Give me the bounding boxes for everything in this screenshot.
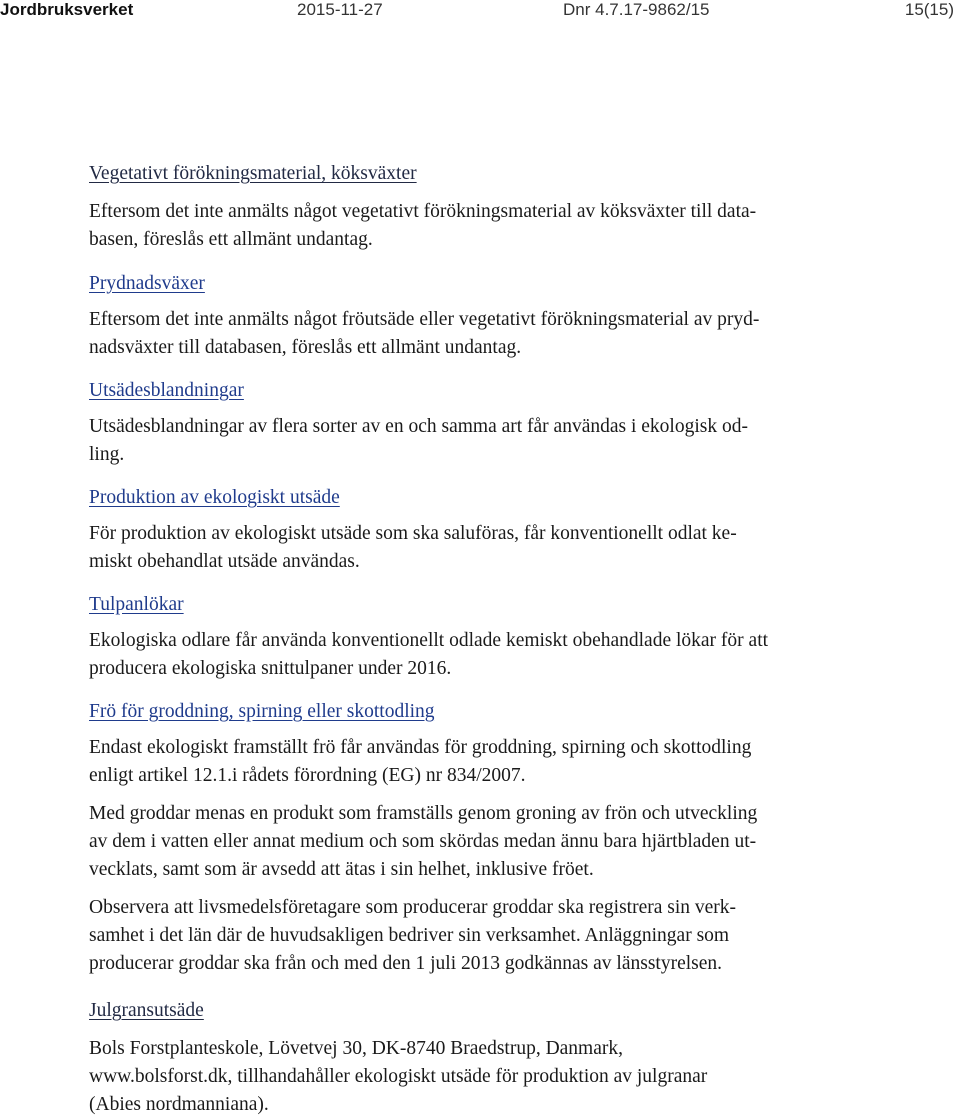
paragraph-line: Eftersom det inte anmälts något vegetativt förökningsmaterial av köksväxter till data- — [89, 201, 757, 222]
section-heading: Tulpanlökar — [89, 594, 184, 615]
section-utsadesblandningar — [89, 377, 859, 469]
section-tulpanlokar — [89, 591, 859, 683]
paragraph-line: miskt obehandlat utsäde användas. — [89, 551, 360, 572]
document-body — [89, 160, 859, 1119]
section-fro-groddning — [89, 698, 859, 978]
paragraph-line: ling. — [89, 444, 125, 465]
paragraph-line: Utsädesblandningar av flera sorter av en och samma art får användas i ekologisk od- — [89, 416, 748, 437]
paragraph-line: basen, föreslås ett allmänt undantag. — [89, 229, 373, 250]
paragraph-line: enligt artikel 12.1.i rådets förordning (EG) nr 834/2007. — [89, 765, 526, 786]
paragraph-line: Med groddar menas en produkt som framställs genom groning av frön och utveckling — [89, 803, 758, 824]
section-produktion — [89, 484, 859, 576]
paragraph-line: www.bolsforst.dk, tillhandahåller ekologiskt utsäde för produktion av julgranar — [89, 1066, 708, 1087]
section-vegetativt — [89, 160, 859, 254]
paragraph-line: vecklats, samt som är avsedd att ätas i sin helhet, inklusive fröet. — [89, 859, 594, 880]
paragraph-line: Endast ekologiskt framställt frö får användas för groddning, spirning och skottodling — [89, 737, 752, 758]
section-heading: Prydnadsväxer — [89, 273, 205, 294]
document-number: Dnr 4.7.17-9862/15 — [563, 0, 710, 19]
document-date: 2015-11-27 — [297, 0, 383, 19]
paragraph-line: För produktion av ekologiskt utsäde som ska saluföras, får konventionellt odlat ke- — [89, 523, 737, 544]
paragraph-line: nadsväxter till databasen, föreslås ett allmänt undantag. — [89, 337, 522, 358]
section-heading: Produktion av ekologiskt utsäde — [89, 487, 340, 508]
section-julgransutsade — [89, 997, 859, 1119]
paragraph-line: Eftersom det inte anmälts något fröutsäde eller vegetativt förökningsmaterial av pryd- — [89, 309, 760, 330]
paragraph-line: (Abies nordmanniana). — [89, 1094, 269, 1115]
paragraph-line: Observera att livsmedelsföretagare som producerar groddar ska registrera sin verk- — [89, 897, 737, 918]
paragraph-line: av dem i vatten eller annat medium och som skördas medan ännu bara hjärtbladen ut- — [89, 831, 757, 852]
section-prydnadsvaxer — [89, 270, 859, 362]
page-number: 15(15) — [904, 0, 954, 19]
paragraph-line: samhet i det län där de huvudsakligen bedriver sin verksamhet. Anläggningar som — [89, 925, 730, 946]
paragraph-line: producera ekologiska snittulpaner under 2016. — [89, 658, 452, 679]
paragraph-line: Bols Forstplanteskole, Lövetvej 30, DK-8740 Braedstrup, Danmark, — [89, 1038, 623, 1059]
paragraph-line: producerar groddar ska från och med den 1 juli 2013 godkännas av länsstyrelsen. — [89, 953, 723, 974]
paragraph-line: Ekologiska odlare får använda konventionellt odlade kemiskt obehandlade lökar för att — [89, 630, 769, 651]
organization-name: Jordbruksverket — [0, 0, 134, 19]
section-heading: Utsädesblandningar — [89, 380, 244, 401]
section-heading: Julgransutsäde — [89, 1000, 204, 1021]
section-heading: Frö för groddning, spirning eller skottodling — [89, 701, 435, 722]
document-header — [0, 0, 960, 22]
section-heading: Vegetativt förökningsmaterial, köksväxter — [89, 163, 417, 184]
